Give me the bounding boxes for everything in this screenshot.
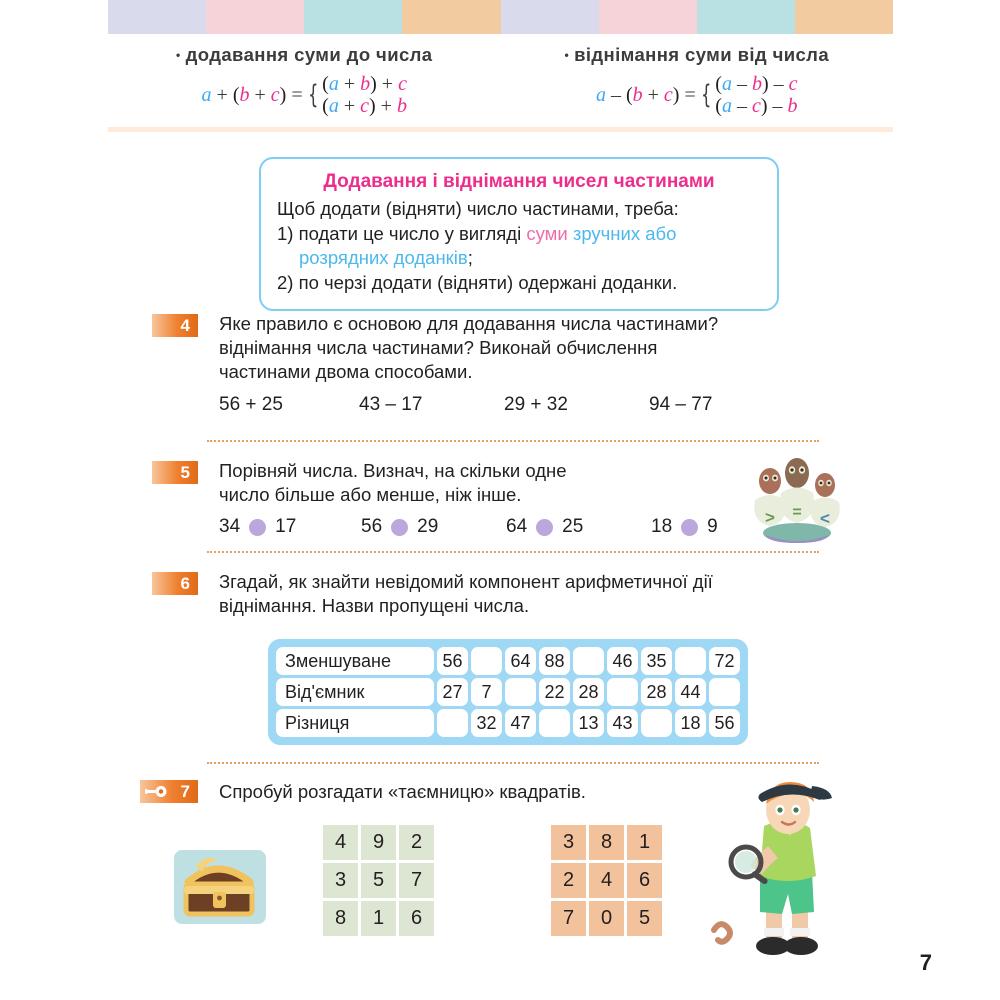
comparison-sign-placeholder[interactable]	[536, 519, 553, 536]
table-row	[276, 709, 740, 737]
formula-branches	[715, 73, 797, 118]
top-bar-block	[697, 0, 795, 34]
formula-add-sum-to-number	[108, 44, 501, 122]
formula-branch-top: (a + b) + c	[322, 73, 407, 95]
formula-expression: a – (b + c) = { (a – b) – c (a – c) – b	[595, 73, 798, 118]
exercise-number: 7	[180, 782, 190, 801]
magic-square-cell[interactable]: 3	[551, 825, 586, 860]
expression: 56 + 25	[219, 394, 283, 416]
top-bar-block	[599, 0, 697, 34]
row-label-difference: Різниця	[276, 709, 434, 737]
expression: 43 – 17	[359, 394, 423, 416]
comparison-sign-placeholder[interactable]	[249, 519, 266, 536]
formula-left-side: a + (b + c) =	[201, 83, 303, 106]
expression: 29 + 32	[504, 394, 568, 416]
magic-square-orange	[548, 822, 665, 939]
table-cell[interactable]	[607, 678, 638, 706]
comparison-left-number: 34	[219, 516, 241, 538]
exercise-divider	[207, 762, 819, 764]
magic-square-row	[551, 901, 662, 936]
comparison-pair	[219, 515, 361, 540]
key-icon	[144, 785, 168, 798]
bullet-icon: •	[564, 48, 570, 62]
comparison-left-number: 18	[651, 516, 673, 538]
table-cell[interactable]: 88	[539, 647, 570, 675]
table-cell[interactable]: 18	[675, 709, 706, 737]
top-bar-block	[304, 0, 402, 34]
exercise-divider	[207, 440, 819, 442]
table-cell[interactable]	[641, 709, 672, 737]
magic-square-cell[interactable]: 1	[627, 825, 662, 860]
top-bar-block	[108, 0, 206, 34]
rule-box-item-1-cont	[277, 246, 761, 271]
magic-square-row	[551, 825, 662, 860]
comparison-pair	[651, 515, 718, 540]
magic-square-row	[551, 863, 662, 898]
exercise-5-number-badge	[152, 461, 198, 484]
comparison-right-number: 29	[417, 516, 439, 538]
exercise-text-line: Згадай, як знайти невідомий компонент арифметичної дії	[219, 571, 713, 592]
exercise-4-number-badge	[152, 314, 198, 337]
expression: 94 – 77	[649, 394, 713, 416]
exercise-4-expressions	[219, 393, 839, 418]
magic-square-cell[interactable]: 8	[323, 901, 358, 936]
magic-square-cell[interactable]: 4	[589, 863, 624, 898]
page-number: 7	[919, 950, 932, 975]
exercise-7-number-badge	[140, 780, 198, 803]
table-cell[interactable]: 28	[641, 678, 672, 706]
exercise-text-line: число більше або менше, ніж інше.	[219, 484, 522, 506]
magic-square-cell[interactable]: 6	[399, 901, 434, 936]
formula-heading	[108, 44, 501, 66]
magic-square-cell[interactable]: 5	[361, 863, 396, 898]
formula-branch-top: (a – b) – c	[715, 73, 798, 95]
rule-item-1-highlight-pink: суми	[526, 222, 568, 244]
table-cell[interactable]: 64	[505, 647, 536, 675]
row-label-subtrahend: Від'ємник	[276, 678, 434, 706]
table-cell[interactable]: 13	[573, 709, 604, 737]
table-cell[interactable]	[709, 678, 740, 706]
formula-subtract-sum-from-number	[501, 44, 894, 122]
table-cell[interactable]: 72	[709, 647, 740, 675]
magic-square-cell[interactable]: 2	[551, 863, 586, 898]
formula-left-side: a – (b + c) =	[595, 83, 696, 106]
formula-heading-text: віднімання суми від числа	[574, 44, 830, 65]
magic-square-cell[interactable]: 8	[589, 825, 624, 860]
exercise-text-line: віднімання. Назви пропущені числа.	[219, 595, 530, 617]
comparison-left-number: 64	[506, 516, 528, 538]
table-cell[interactable]	[539, 709, 570, 737]
subtraction-components-table	[268, 639, 748, 745]
table-cell[interactable]: 56	[709, 709, 740, 737]
magic-square-green	[320, 822, 437, 939]
row-label-minuend: Зменшуване	[276, 647, 434, 675]
magic-square-cell[interactable]: 7	[399, 863, 434, 898]
top-bar-block	[501, 0, 599, 34]
top-bar-block	[206, 0, 304, 34]
rule-box-item-1	[277, 222, 761, 247]
magic-square-row	[323, 901, 434, 936]
magic-square-cell[interactable]: 3	[323, 863, 358, 898]
formula-expression: a + (b + c) = { (a + b) + c (a + c) + b	[201, 73, 407, 118]
rule-item-1-prefix: 1) подати це число у вигляді	[277, 222, 527, 244]
bullet-icon: •	[176, 48, 181, 62]
magic-square-cell[interactable]: 4	[323, 825, 358, 860]
table-row	[276, 647, 740, 675]
table-row	[276, 678, 740, 706]
comparison-right-number: 9	[707, 516, 718, 538]
table-cell[interactable]	[437, 709, 468, 737]
treasure-chest-illustration	[166, 842, 274, 934]
magic-square-row	[323, 825, 434, 860]
magic-square-cell[interactable]: 0	[589, 901, 624, 936]
top-bar-block	[795, 0, 893, 34]
svg-text:=: =	[792, 504, 802, 521]
comparison-sign-placeholder[interactable]	[681, 519, 698, 536]
magic-square-cell[interactable]: 9	[361, 825, 396, 860]
formula-branches	[322, 73, 407, 118]
table-cell[interactable]: 7	[471, 678, 502, 706]
magic-square-grid	[320, 822, 437, 939]
exercise-number: 6	[180, 574, 190, 593]
magic-square-cell[interactable]: 2	[399, 825, 434, 860]
exercise-divider	[207, 551, 819, 553]
exercise-text-line: Спробуй розгадати «таємницю» квадратів.	[219, 781, 586, 802]
comparison-signs-characters-illustration	[745, 455, 850, 543]
comparison-right-number: 17	[275, 516, 297, 538]
exercise-4-text	[219, 312, 839, 418]
magic-square-grid	[548, 822, 665, 939]
svg-text:<: <	[820, 509, 830, 528]
formula-branch-bottom: (a – c) – b	[715, 95, 798, 118]
table-cell[interactable]	[505, 678, 536, 706]
comparison-pair	[361, 515, 506, 540]
magic-square-cell[interactable]: 6	[627, 863, 662, 898]
decorative-top-bar	[108, 0, 893, 34]
table-cell[interactable]: 43	[607, 709, 638, 737]
rule-item-1-suffix: ;	[467, 247, 473, 269]
magic-square-cell[interactable]: 1	[361, 901, 396, 936]
rule-box	[259, 157, 779, 311]
comparison-sign-placeholder[interactable]	[391, 519, 408, 536]
table-cell[interactable]: 47	[505, 709, 536, 737]
exercise-text-line: віднімання числа частинами? Виконай обчислення	[219, 337, 658, 359]
comparison-pair	[506, 515, 651, 540]
exercise-text-line: Яке правило є основою для додавання числа частинами?	[219, 313, 719, 334]
table-cell[interactable]	[675, 647, 706, 675]
exercise-number: 5	[180, 463, 190, 482]
rule-box-item-2: 2) по черзі додати (відняти) одержані доданки.	[277, 271, 678, 293]
table-cell[interactable]: 28	[573, 678, 604, 706]
exercise-text-line: Порівняй числа. Визнач, на скільки одне	[219, 460, 567, 481]
rule-box-intro: Щоб додати (відняти) число частинами, треба:	[277, 198, 679, 219]
exercise-text-line: частинами двома способами.	[219, 361, 473, 383]
table-cell[interactable]: 56	[437, 647, 468, 675]
exercise-5-comparisons	[219, 515, 739, 540]
table-cell[interactable]	[573, 647, 604, 675]
exercise-6-text	[219, 570, 859, 618]
exercise-number: 4	[180, 316, 190, 335]
comparison-left-number: 56	[361, 516, 383, 538]
exercise-5-text	[219, 459, 739, 540]
table-cell[interactable]: 46	[607, 647, 638, 675]
table-cell[interactable]: 22	[539, 678, 570, 706]
table-cell[interactable]: 44	[675, 678, 706, 706]
svg-text:>: >	[765, 508, 775, 527]
formula-branch-bottom: (a + c) + b	[322, 95, 407, 118]
rule-item-1-highlight-blue: зручних або	[567, 222, 677, 244]
top-bar-block	[402, 0, 500, 34]
table	[273, 644, 743, 740]
exercise-6-number-badge	[152, 572, 198, 595]
boy-with-magnifier-illustration	[700, 780, 860, 965]
table-cell[interactable]: 32	[471, 709, 502, 737]
magic-square-cell[interactable]: 7	[551, 901, 586, 936]
rule-box-title: Додавання і віднімання чисел частинами	[323, 171, 715, 192]
magic-square-row	[323, 863, 434, 898]
magic-square-cell[interactable]: 5	[627, 901, 662, 936]
formula-summary-row	[108, 44, 893, 122]
rule-item-1-highlight-blue-2: розрядних доданків	[299, 247, 468, 269]
formula-heading-text: додавання суми до числа	[185, 44, 433, 65]
section-divider	[108, 127, 893, 132]
table-cell[interactable]: 27	[437, 678, 468, 706]
table-cell[interactable]: 35	[641, 647, 672, 675]
table-cell[interactable]	[471, 647, 502, 675]
formula-heading	[501, 44, 894, 66]
comparison-right-number: 25	[562, 516, 584, 538]
